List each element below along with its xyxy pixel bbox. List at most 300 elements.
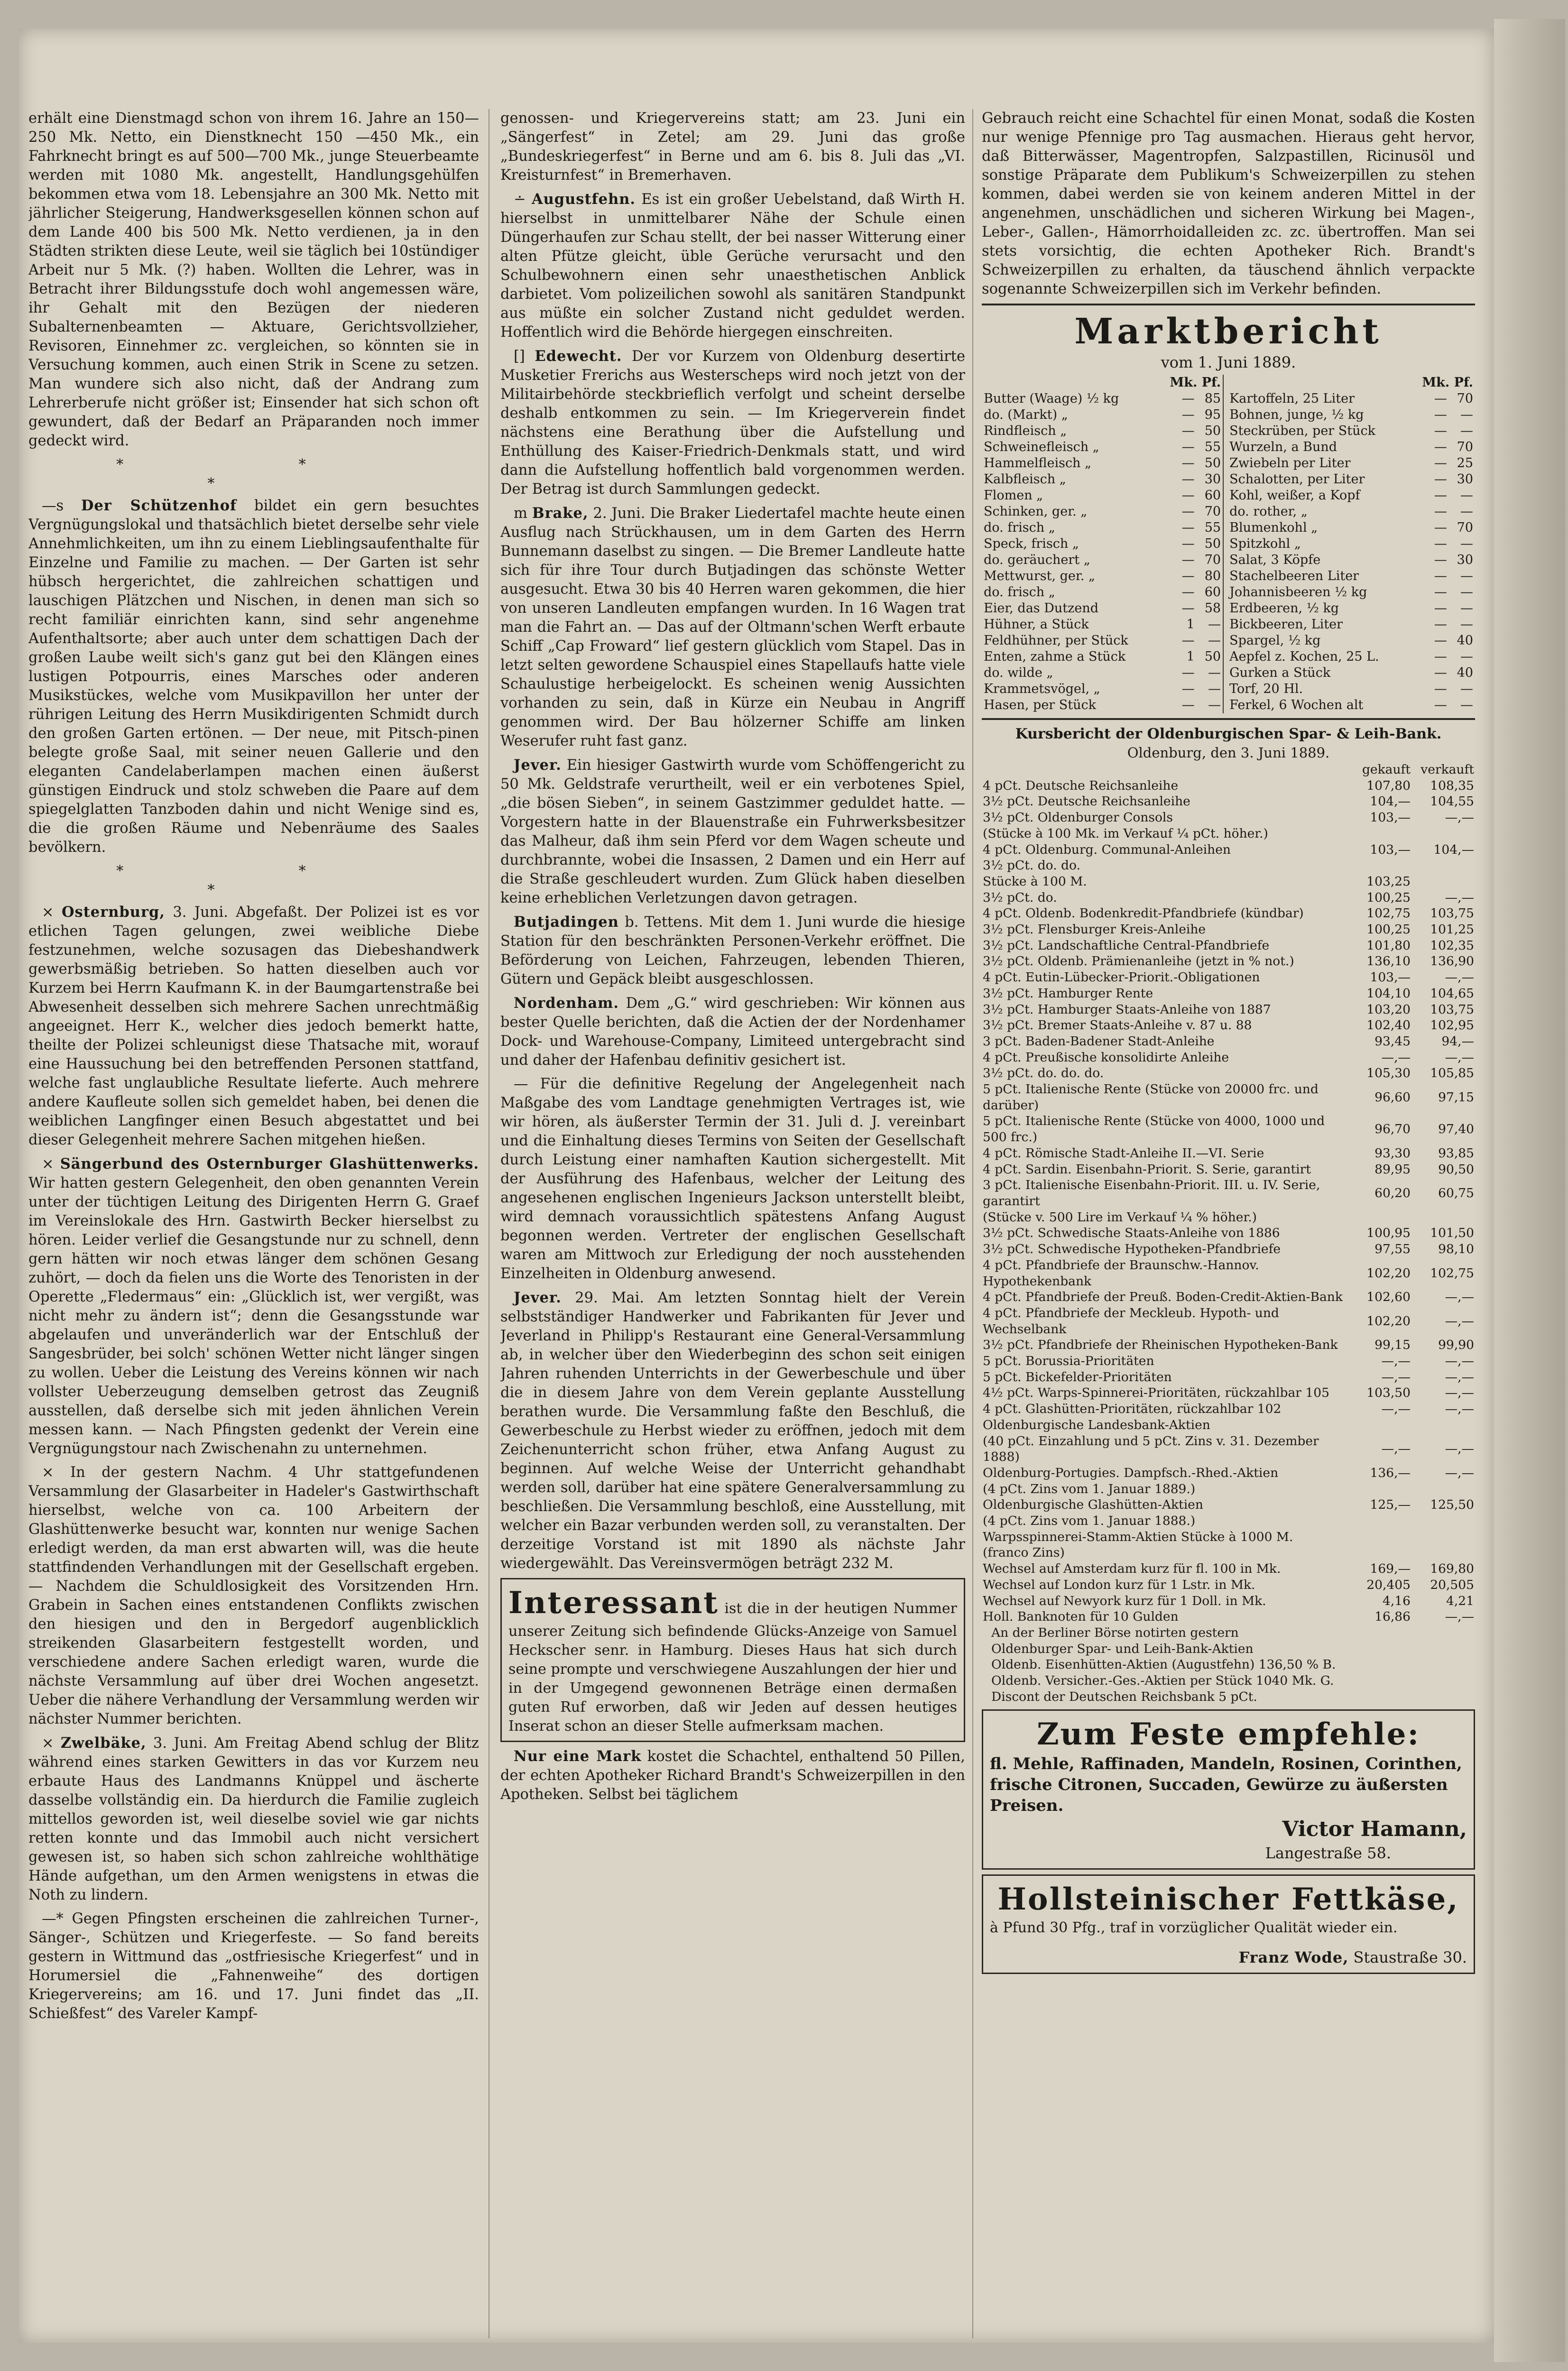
market-row (982, 407, 1475, 423)
kurs-footnotes (982, 1625, 1475, 1705)
kurs-buy: 104,10 (1366, 986, 1411, 1001)
article-body: b. Tettens. Mit dem 1. Juni wurde die hiesige Station für den beschränkten Personen-Verkehr eröffnet. Die Beförderung von Leichen, Fahrzeugen, lebenden Thieren, Gütern und Gepäck bleibt ausgeschlossen. (500, 914, 965, 987)
kurs-row (982, 986, 1475, 1002)
article-body: In der gestern Nachm. 4 Uhr stattgefundenen Versammlung der Glasarbeiter in Hadeler's Gastwirthschaft hierselbst, welche von ca. 100 Arbeitern der Glashüttenwerke besucht war, konnten nur wenige Sachen erledigt werden, da man erst abwarten will, was die heute stattfindenden Verhandlungen mit der Gesellschaft ergeben. — Nachdem die Schuldlosigkeit des Vorsitzenden Hrn. Grabein in Sachen eines entstandenen Conflikts zwischen den hiesigen und den in Bergedorf augenblicklich streikenden Glasarbeitern festgestellt worden, und verschiedene andere Sachen erledigt waren, wurde die nächste Versammlung auf über drei Wochen angesetzt. Ueber die nähere Verhandlung der Versammlung werden wir nächster Nummer berichten. (28, 1464, 479, 1727)
kurs-security: Holl. Banknoten für 10 Gulden (983, 1609, 1179, 1624)
kurs-sell: —,— (1445, 1385, 1474, 1401)
market-pfennig: — (1460, 488, 1473, 503)
kurs-buy: 16,86 (1374, 1609, 1411, 1624)
market-separator (1223, 697, 1227, 713)
market-item: do. (Markt) „ (984, 407, 1068, 422)
kurs-buy: 99,15 (1374, 1338, 1411, 1353)
kurs-security: 4½ pCt. Warps-Spinnerei-Prioritäten, rückzahlbar 105 (983, 1385, 1329, 1401)
kurs-security: (Stücke à 100 Mk. im Verkauf ¼ pCt. höher.) (983, 826, 1268, 841)
market-mark: — (1434, 440, 1447, 454)
column-1 (28, 109, 479, 2338)
kurs-security: 3½ pCt. Landschaftliche Central-Pfandbriefe (983, 938, 1270, 953)
market-mark: — (1434, 407, 1447, 422)
kurs-row (982, 1577, 1475, 1593)
kurs-security: 4 pCt. Preußische konsolidirte Anleihe (983, 1050, 1229, 1065)
market-item: Flomen „ (984, 488, 1043, 503)
kurs-row (982, 1545, 1475, 1561)
article-jever-1 (500, 756, 965, 908)
kurs-row (982, 1162, 1475, 1178)
kurs-security: (franco Zins) (983, 1545, 1065, 1560)
kurs-security: Wechsel auf Newyork kurz für 1 Doll. in Mk. (983, 1593, 1266, 1608)
market-pfennig: 70 (1204, 553, 1221, 567)
article-body: Der vor Kurzem von Oldenburg desertirte Musketier Frerichs aus Westerscheps wird noch jetzt von der Militairbehörde steckbrieflich verfolgt und scheint derselbe deshalb entkommen zu sein. — Im Kriegerverein findet nächstens eine Berathung über die Aufstellung und Enthüllung des Kaiser-Friedrich-Denkmals statt, und wird dann die Aufstellung hoffentlich bald vorgenommen werden. Der Betrag ist durch Sammlungen gedeckt. (500, 348, 965, 498)
market-item: Schweinefleisch „ (984, 440, 1099, 454)
kurs-row (982, 1209, 1475, 1226)
market-mark: — (1181, 407, 1195, 422)
kurs-sell (1411, 858, 1475, 874)
market-separator (1223, 568, 1227, 584)
market-item: do. rother, „ (1229, 504, 1308, 519)
kurs-sell: —,— (1445, 1290, 1474, 1305)
kurs-sell: —,— (1445, 1441, 1474, 1457)
market-pfennig: — (1208, 682, 1221, 696)
kurs-security: 4 pCt. Pfandbriefe der Braunschw.-Hannov. Hypothekenbank (983, 1257, 1259, 1289)
kurs-sell: 90,50 (1438, 1162, 1474, 1177)
market-pfennig: — (1460, 617, 1473, 632)
kurs-row (982, 905, 1475, 922)
kurs-buy: 125,— (1370, 1497, 1411, 1513)
kurs-buy: 169,— (1370, 1561, 1411, 1577)
market-row (982, 520, 1475, 536)
market-pfennig: 40 (1457, 665, 1473, 680)
kurs-sell: 93,85 (1438, 1145, 1474, 1161)
article-feste-cont: genossen- und Kriegervereins statt; am 23. Juni ein „Sängerfest“ in Zetel; am 29. Juni das große „Bundeskriegerfest“ in Berne und am 6. bis 8. Juli das „VI. Kreisturnfest“ in Bremerhaven. (500, 110, 965, 184)
kurs-sell (1411, 1481, 1475, 1497)
article-feste: —* Gegen Pfingsten erscheinen die zahlreichen Turner-, Sänger-, Schützen und Kriegerfeste. — So fand bereits gestern in Wittmund das „ostfriesische Kriegerfest“ und in Horumersiel die „Fahnenweihe“ des dortigen Kriegervereins; am 16. und 17. Juni findet das „II. Schießfest“ des Vareler Kampf- (28, 1910, 479, 2022)
kurs-buy: 100,25 (1366, 922, 1411, 937)
ad-headline: Nur eine Mark (514, 1748, 642, 1765)
ad-headline: Interessant (508, 1585, 719, 1621)
market-separator (1223, 617, 1227, 633)
article-zwelbaeke: × Zwelbäke, 3. Juni. Am Freitag Abend schlug der Blitz während eines starken Gewitters in das vor Kurzem neu erbaute Haus des Landmanns Knüppel und äscherte dasselbe vollständig ein. Da hierdurch die Familie zugleich mittellos geworden ist, weil dieselbe soviel wie gar nichts retten konnte und das Immobil auch nicht versichert gewesen ist, so haben sich schon zahlreiche wohlthätige Hände aufgethan, um den Armen wenigstens in etwas die Noth zu lindern. (28, 1734, 479, 1903)
kurs-row (982, 1337, 1475, 1353)
kurs-security: Warpsspinnerei-Stamm-Aktien Stücke à 1000 M. (983, 1529, 1293, 1544)
market-pfennig: 60 (1204, 488, 1221, 503)
ad-headline: Zum Feste empfehle: (1036, 1716, 1420, 1753)
article-heading: Der Schützenhof (81, 497, 237, 514)
kurs-buy: 93,45 (1374, 1033, 1411, 1049)
article-body: Ein hiesiger Gastwirth wurde vom Schöffengericht zu 50 Mk. Geldstrafe verurtheilt, weil er ein verbotenes Spiel, „die bösen Sieben“, in seinem Gastzimmer geduldet hatte. — Vorgestern hatte in der Blauenstraße ein Fuhrwerksbesitzer das Malheur, daß ihm sein Pferd vor dem Wagen scheute und durchbrannte, wobei die Insassen, 2 Damen und ein Herr auf die Straße geschleudert wurden. Zum Glück haben dieselben keine erheblichen Verletzungen davon getragen. (500, 757, 965, 906)
kurs-security: Oldenburgische Glashütten-Aktien (983, 1497, 1203, 1513)
kurs-sell (1411, 1529, 1475, 1545)
kurs-row (982, 1497, 1475, 1513)
kurs-sell: 108,35 (1430, 778, 1474, 793)
market-pfennig: 70 (1457, 520, 1473, 535)
market-pfennig: 50 (1204, 456, 1221, 471)
kurs-buy: 60,20 (1374, 1186, 1411, 1201)
kurs-sell (1411, 1513, 1475, 1529)
ad-fettkaese (982, 1874, 1475, 1974)
market-item: Gurken a Stück (1229, 665, 1331, 680)
kurs-sell: —,— (1445, 890, 1474, 905)
market-report (982, 310, 1475, 713)
kurs-buy (1348, 826, 1411, 842)
market-item: Salat, 3 Köpfe (1229, 553, 1321, 567)
kurs-row (982, 1385, 1475, 1401)
market-row (982, 697, 1475, 713)
ad-headline: Hollsteinischer Fettkäse, (997, 1882, 1459, 1918)
article-body: Wir hatten gestern Gelegenheit, den oben genannten Verein unter der tüchtigen Leitung des Dirigenten Herrn G. Graef im Vereinslokale des Hrn. Gastwirth Becker hierselbst zu hören. Leider verlief die Gesangstunde nur zu schnell, denn gern hätten wir noch etwas länger dem schönen Gesang zuhört, — doch da fielen uns die Worte des Tenoristen in der Operette „Fledermaus“ ein: „Glücklich ist, wer vergißt, was nicht mehr zu ändern ist“; denn die Gesangsstunde war abgelaufen und unveränderlich war der Entschluß der Sangesbrüder, bei solch' schönen Wetter nicht länger singen zu wollen. Ueber die Leistung des Vereins können wir nach vollster Ueberzeugung demselben getrost das Zeugniß ausstellen, daß derselbe sich mit jeden ähnlichen Verein messen kann. — Nach Pfingsten gedenkt der Verein eine Vergnügungstour nach Zwischenahn zu unternehmen. (28, 1175, 479, 1457)
market-mark: — (1181, 504, 1195, 519)
kurs-security: Wechsel auf Amsterdam kurz für fl. 100 in Mk. (983, 1561, 1281, 1577)
market-item: Krammetsvögel, „ (984, 682, 1100, 696)
market-mark: — (1434, 682, 1447, 696)
kurs-buy: 101,80 (1366, 938, 1411, 953)
article-heading: Jever. (514, 1289, 562, 1306)
market-item: Bickbeeren, Liter (1229, 617, 1343, 632)
kurs-sell: 136,90 (1430, 954, 1474, 969)
ad-zum-feste (982, 1709, 1475, 1870)
market-row (982, 584, 1475, 600)
article-osternburg: × Osternburg, 3. Juni. Abgefaßt. Der Polizei ist es vor etlichen Tagen gelungen, zwei weibliche Diebe festzunehmen, welche sozusagen das Diebeshandwerk gewerbsmäßig betrieben. So hatten dieselben auch vor Kurzem bei Herrn Kaufmann K. in der Baumgartenstraße bei Abwesenheit desselben sich mehrere Sachen unrechtmäßig angeeignet. Herr K., welcher dies jedoch bemerkt hatte, theilte der Polizei schleunigst diese Thatsache mit, worauf eine Haussuchung bei den betreffenden Personen stattfand, welche fast unglaubliche Resultate lieferte. Auch mehrere andere Kaufleute sollen sich gemeldet haben, bei denen die weiblichen Langfinger einen Besuch abgestattet und bei dieser Gelegenheit mehrere Sachen mitgehen hießen. (28, 904, 479, 1148)
market-mark: — (1434, 665, 1447, 680)
market-item: Bohnen, junge, ½ kg (1229, 407, 1364, 422)
market-item: Butter (Waage) ½ kg (984, 391, 1119, 406)
kurs-row (982, 1561, 1475, 1577)
kurs-security: 3½ pCt. Pfandbriefe der Rheinischen Hypotheken-Bank (983, 1338, 1338, 1353)
ad-signature: Franz Wode, (1238, 1948, 1349, 1967)
kurs-sell: —,— (1445, 1313, 1474, 1328)
kurs-security: (Stücke v. 500 Lire im Verkauf ¼ % höher.) (983, 1209, 1257, 1225)
kurs-row (982, 922, 1475, 938)
market-mark: — (1434, 585, 1447, 600)
market-pfennig: — (1460, 407, 1473, 422)
market-item: Schalotten, per Liter (1229, 472, 1365, 487)
kurs-security: (4 pCt. Zins vom 1. Januar 1888.) (983, 1513, 1196, 1529)
kurs-buy: 107,80 (1366, 778, 1411, 793)
kurs-buy: 103,20 (1366, 1002, 1411, 1017)
market-pfennig: — (1460, 682, 1473, 696)
kurs-row (982, 1225, 1475, 1241)
kurs-row (982, 1513, 1475, 1529)
kurs-buy: —,— (1381, 1441, 1411, 1457)
market-pfennig: 58 (1204, 601, 1221, 616)
kurs-sell: 102,75 (1430, 1265, 1474, 1281)
market-item: Ferkel, 6 Wochen alt (1229, 698, 1364, 712)
market-separator (1223, 504, 1227, 520)
kurs-security: 4 pCt. Eutin-Lübecker-Priorit.-Obligationen (983, 970, 1260, 985)
kurs-buy: 103,50 (1366, 1385, 1411, 1401)
market-pfennig: 40 (1457, 633, 1473, 648)
market-mark: — (1181, 520, 1195, 535)
market-mark: — (1181, 585, 1195, 600)
market-row (982, 568, 1475, 584)
market-separator (1223, 633, 1227, 649)
market-pfennig: 95 (1204, 407, 1221, 422)
kurs-row (982, 1465, 1475, 1481)
kurs-security: 3 pCt. Italienische Eisenbahn-Priorit. III. u. IV. Serie, garantirt (983, 1178, 1320, 1209)
article-heading: Sängerbund des Osternburger Glashüttenwerks. (60, 1155, 479, 1172)
kurs-security: Wechsel auf London kurz für 1 Lstr. in Mk. (983, 1577, 1255, 1592)
kurs-sell (1411, 826, 1475, 842)
kurs-buy (1348, 1417, 1411, 1433)
market-mark: — (1181, 424, 1195, 438)
kurs-footnote: Oldenb. Eisenhütten-Aktien (Augustfehn) 136,50 % B. (991, 1657, 1336, 1672)
market-pfennig: 70 (1457, 440, 1473, 454)
market-pfennig: — (1208, 665, 1221, 680)
kurs-security: 3½ pCt. Schwedische Hypotheken-Pfandbriefe (983, 1242, 1281, 1257)
kurs-subtitle: Oldenburg, den 3. Juni 1889. (1127, 745, 1330, 761)
market-item: Hasen, per Stück (984, 698, 1097, 712)
kurs-security: (4 pCt. Zins vom 1. Januar 1889.) (983, 1481, 1196, 1496)
market-separator (1223, 600, 1227, 617)
article-heading: Osternburg, (61, 904, 165, 921)
kurs-buy: 89,95 (1374, 1162, 1411, 1177)
kurs-buy: 103,— (1370, 970, 1411, 985)
market-row (982, 439, 1475, 455)
kurs-sell: 105,85 (1430, 1066, 1474, 1081)
kurs-buy: 102,75 (1366, 906, 1411, 921)
market-pfennig: — (1460, 569, 1473, 583)
article-glasarbeiter: × In der gestern Nachm. 4 Uhr stattgefundenen Versammlung der Glasarbeiter in Hadeler's Gastwirthschaft hierselbst, welche von ca. 100 Arbeitern der Glashüttenwerke besucht war, konnten nur wenige Sachen erledigt werden, da man erst abwarten will, was die heute stattfindenden Verhandlungen mit der Gesellschaft ergeben. — Nachdem die Schuldlosigkeit des Vorsitzenden Hrn. Grabein in Sachen eines entstandenen Conflikts zwischen den hiesigen und den in Bergedorf augenblicklich streikenden Glasarbeitern festgestellt worden, und verschiedene andere Sachen erledigt waren, wurde die nächste Versammlung auf über drei Wochen angesetzt. Ueber die nähere Verhandlung der Versammlung werden wir nächster Nummer berichten. (28, 1464, 479, 1727)
market-pfennig: 70 (1204, 504, 1221, 519)
kurs-row (982, 1609, 1475, 1625)
market-mark: — (1181, 440, 1195, 454)
kurs-buy: —,— (1381, 1369, 1411, 1384)
column-2 (500, 109, 965, 2338)
kurs-security: (40 pCt. Einzahlung und 5 pCt. Zins v. 31. Dezember 1888) (983, 1433, 1319, 1465)
kurs-row (982, 1002, 1475, 1018)
kurs-security: 3½ pCt. do. do. (983, 858, 1080, 873)
market-pfennig: — (1208, 698, 1221, 712)
kurs-row (982, 1065, 1475, 1081)
market-item: do. geräuchert „ (984, 553, 1090, 567)
kurs-buy: 102,20 (1366, 1313, 1411, 1328)
ad-address: Staustraße 30. (1353, 1948, 1467, 1967)
kurs-security: 3½ pCt. Deutsche Reichsanleihe (983, 794, 1190, 809)
market-mark: — (1434, 617, 1447, 632)
column-rule-2 (972, 109, 973, 2338)
ad-body: kostet die Schachtel, enthaltend 50 Pillen, der echten Apotheker Richard Brandt's Schweizerpillen in den Apotheken. Selbst bei täglichem (500, 1748, 965, 1803)
kurs-buy (1348, 1545, 1411, 1561)
kurs-row (982, 793, 1475, 810)
kurs-row (982, 1289, 1475, 1305)
kurs-buy: 20,405 (1366, 1577, 1411, 1592)
kurs-buy: 96,70 (1374, 1122, 1411, 1137)
market-pfennig: — (1460, 424, 1473, 438)
market-separator (1223, 665, 1227, 681)
market-mark: — (1434, 633, 1447, 648)
market-item: do. frisch „ (984, 585, 1055, 600)
kurs-row (982, 1433, 1475, 1465)
market-mark: — (1434, 472, 1447, 487)
kurs-security: 3½ pCt. do. do. do. (983, 1066, 1104, 1081)
market-mark: — (1434, 536, 1447, 551)
kurs-row (982, 1177, 1475, 1209)
market-mark: — (1181, 536, 1195, 551)
kurs-row (982, 1305, 1475, 1337)
market-mark: — (1181, 682, 1195, 696)
market-separator (1223, 552, 1227, 568)
market-title: Marktbericht (1074, 311, 1383, 352)
market-mark: — (1434, 504, 1447, 519)
market-item: Speck, frisch „ (984, 536, 1079, 551)
kurs-row (982, 890, 1475, 906)
kurs-buy: 103,25 (1366, 874, 1411, 889)
ad-body: à Pfund 30 Pfg., traf in vorzüglicher Qualität wieder ein. (990, 1919, 1398, 1937)
market-row (982, 455, 1475, 471)
kurs-sell: 97,40 (1438, 1122, 1474, 1137)
market-item: Erdbeeren, ½ kg (1229, 601, 1339, 616)
kurs-row (982, 1417, 1475, 1433)
market-item: Schinken, ger. „ (984, 504, 1088, 519)
kurs-table (982, 762, 1475, 1625)
kurs-security: 4 pCt. Oldenburg. Communal-Anleihen (983, 842, 1231, 857)
kurs-row (982, 1081, 1475, 1113)
ad-brandt-pillen (500, 1747, 965, 1804)
market-mark: — (1434, 520, 1447, 535)
market-pfennig: 50 (1204, 424, 1221, 438)
article-heading: Brake, (532, 505, 589, 522)
kurs-sell: 102,95 (1430, 1018, 1474, 1033)
market-pfennig: 30 (1457, 472, 1473, 487)
kurs-security: 3½ pCt. Oldenburger Consols (983, 810, 1173, 825)
kurs-sell (1411, 1417, 1475, 1433)
article-body: 3. Juni. Am Freitag Abend schlug der Blitz während eines starken Gewitters in das vor Kurzem neu erbaute Haus des Landmanns Knüppel und äscherte dasselbe vollständig ein. Da hierdurch die Familie zugleich mittellos geworden ist, weil dieselbe soviel wie gar nichts retten konnte und das Immobil auch nicht versichert gewesen ist, so haben sich schon zahlreiche wohlthätige Hände aufgethan, um den Armen wenigstens in etwas die Noth zu lindern. (28, 1735, 479, 1903)
kurs-sell: 103,75 (1430, 1002, 1474, 1017)
article-heading: Jever. (514, 757, 562, 774)
market-pfennig: — (1460, 698, 1473, 712)
kurs-header-buy: gekauft (1362, 762, 1411, 777)
kurs-security: 3½ pCt. Bremer Staats-Anleihe v. 87 u. 88 (983, 1018, 1252, 1033)
kurs-buy: 102,60 (1366, 1290, 1411, 1305)
market-pfennig: — (1460, 649, 1473, 664)
article-edewecht: [] Edewecht. Der vor Kurzem von Oldenburg desertirte Musketier Frerichs aus Westerscheps wird noch jetzt von der Militairbehörde steckbrieflich verfolgt und scheint derselbe deshalb entkommen zu sein. — Im Kriegerverein findet nächstens eine Berathung über die Aufstellung und Enthüllung des Kaiser-Friedrich-Denkmals statt, und wird dann die Aufstellung hoffentlich bald vorgenommen werden. Der Betrag ist durch Sammlungen gedeckt. (500, 348, 965, 498)
kurs-footnote: Oldenburger Spar- und Leih-Bank-Aktien (991, 1641, 1254, 1656)
kurs-buy (1348, 1481, 1411, 1497)
ad-interessant (500, 1578, 965, 1742)
market-mark: — (1434, 456, 1447, 471)
kurs-sell: 97,15 (1438, 1089, 1474, 1105)
kurs-row (982, 810, 1475, 826)
market-row (982, 600, 1475, 617)
kurs-row (982, 1145, 1475, 1162)
market-item: Kartoffeln, 25 Liter (1229, 391, 1355, 406)
kurs-row (982, 842, 1475, 858)
market-item: Blumenkohl „ (1229, 520, 1318, 535)
market-item: Feldhühner, per Stück (984, 633, 1128, 648)
kurs-row (982, 858, 1475, 874)
kurs-sell: —,— (1445, 1465, 1474, 1480)
ad-signature: Victor Hamann, (1282, 1817, 1467, 1842)
kurs-sell: 104,55 (1430, 794, 1474, 809)
kurs-row (982, 1257, 1475, 1289)
kurs-row (982, 874, 1475, 890)
article-brandt-cont: Gebrauch reicht eine Schachtel für einen Monat, sodaß die Kosten nur wenige Pfennige pro Tag ausmachen. Hieraus geht hervor, daß Bitterwässer, Magentropfen, Salzpastillen, Ricinusöl und sonstige Präparate dem Publikum's Schweizerpillen zu stehen kommen, dabei werden sie von keinem anderen Mittel in der angenehmen, unschädlichen und sicheren Wirkung bei Magen-, Leber-, Gallen-, Hämorrhoidalleiden zc. zc. übertroffen. Man sei stets vorsichtig, die echten Apotheker Rich. Brandt's Schweizerpillen zu erhalten, da täuschend ähnlich verpackte sogenannte Schweizerpillen sich im Verkehr befinden. (982, 110, 1475, 297)
kurs-security: 3½ pCt. Flensburger Kreis-Anleihe (983, 922, 1206, 937)
kurs-buy: 103,— (1370, 810, 1411, 825)
article-body: 3. Juni. Abgefaßt. Der Polizei ist es vor etlichen Tagen gelungen, zwei weibliche Diebe festzunehmen, welche sozusagen das Diebeshandwerk gewerbsmäßig betrieben. So hatten dieselben auch vor Kurzem bei Herrn Kaufmann K. in der Baumgartenstraße bei Abwesenheit desselben sich mehrere Sachen unrechtmäßig angeeignet. Herr K., welcher dies jedoch bemerkt hatte, theilte der Polizei schleunigst diese Thatsache mit, worauf eine Haussuchung bei den betreffenden Personen stattfand, welche fast unglaubliche Resultate lieferte. Auch mehrere andere Kaufleute sollen sich gemeldet haben, bei denen die weiblichen Langfinger einen Besuch abgestattet und bei dieser Gelegenheit mehrere Sachen mitgehen hießen. (28, 904, 479, 1148)
kurs-security: Oldenburg-Portugies. Dampfsch.-Rhed.-Aktien (983, 1465, 1279, 1480)
market-item: Hammelfleisch „ (984, 456, 1092, 471)
kurs-buy: 136,10 (1366, 954, 1411, 969)
kurs-buy: 102,40 (1366, 1018, 1411, 1033)
kurs-sell: —,— (1445, 1050, 1474, 1065)
kurs-row (982, 1017, 1475, 1033)
market-separator (1223, 423, 1227, 439)
kurs-sell: 101,25 (1430, 922, 1474, 937)
article-body: 29. Mai. Am letzten Sonntag hielt der Verein selbstständiger Handwerker und Fabrikanten für Jever und Jeverland in Philipp's Restaurant eine General-Versammlung ab, in welcher über den Wiederbeginn des schon seit einigen Jahren ruhenden Unterrichts in der Gewerbeschule und über die in diesem Jahre von dem Verein geplante Ausstellung berathen wurde. Die Versammlung faßte den Beschluß, die Gewerbeschule zu Herbst wieder zu eröffnen, jedoch mit dem Zeichenunterricht schon früher, etwa Anfang August zu beginnen. Auf welche Weise der Unterricht gehandhabt werden soll, darüber hat eine spätere Generalversammlung zu beschließen. Die Versammlung beschloß, eine Ausstellung, mit welcher ein Bazar verbunden werden soll, zu veranstalten. Der derzeitige Vorstand ist mit 1890 als nächste Jahr wiedergewählt. Das Vereinsvermögen beträgt 232 M. (500, 1290, 965, 1572)
kurs-buy: 96,60 (1374, 1089, 1411, 1105)
kurs-buy: 100,25 (1366, 890, 1411, 905)
kurs-security: 4 pCt. Deutsche Reichsanleihe (983, 778, 1179, 793)
article-heading: Edewecht. (535, 348, 622, 365)
kurs-security: 4 pCt. Oldenb. Bodenkredit-Pfandbriefe (kündbar) (983, 906, 1304, 921)
kurs-buy (1348, 1513, 1411, 1529)
separator-stars: * * * (116, 456, 391, 492)
market-item: Steckrüben, per Stück (1229, 424, 1375, 438)
market-mark: — (1434, 649, 1447, 664)
kurs-sell (1411, 1209, 1475, 1226)
kurs-sell: 60,75 (1438, 1186, 1474, 1201)
divider (982, 304, 1475, 305)
kurs-row (982, 1033, 1475, 1050)
market-pfennig: — (1208, 617, 1221, 632)
article-saengerbund: × Sängerbund des Osternburger Glashüttenwerks. Wir hatten gestern Gelegenheit, den oben genannten Verein unter der tüchtigen Leitung des Dirigenten Herrn G. Graef im Vereinslokale des Hrn. Gastwirth Becker hierselbst zu hören. Leider verlief die Gesangstunde nur zu schnell, denn gern hätten wir noch etwas länger dem schönen Gesang zuhört, — doch da fielen uns die Worte des Tenoristen in der Operette „Fledermaus“ ein: „Glücklich ist, wer vergißt, was nicht mehr zu ändern ist“; denn die Gesangsstunde war abgelaufen und unveränderlich war der Entschluß der Sangesbrüder, bei solch' schönen Wetter nicht länger singen zu wollen. Ueber die Leistung des Vereins können wir nach vollster Ueberzeugung demselben getrost das Zeugniß ausstellen, daß derselbe sich mit jeden ähnlichen Verein messen kann. — Nach Pfingsten gedenkt der Verein eine Vergnügungstour nach Zwischenahn zu unternehmen. (28, 1155, 479, 1457)
market-pfennig: — (1208, 633, 1221, 648)
kurs-sell: 169,80 (1430, 1561, 1474, 1577)
ad-address: Langestraße 58. (1265, 1844, 1391, 1863)
market-row (982, 488, 1475, 504)
market-item: Enten, zahme a Stück (984, 649, 1126, 664)
kurs-row (982, 1593, 1475, 1609)
kurs-row (982, 1529, 1475, 1545)
kurs-sell: 102,35 (1430, 938, 1474, 953)
market-pfennig: 60 (1204, 585, 1221, 600)
ad-lead: ist die in der heutigen Nummer unserer Zeitung sich befindende (508, 1600, 957, 1640)
kurs-security: 4 pCt. Sardin. Eisenbahn-Priorit. S. Serie, garantirt (983, 1162, 1311, 1177)
market-mark: — (1181, 601, 1195, 616)
market-item: Rindfleisch „ (984, 424, 1067, 438)
market-row (982, 681, 1475, 697)
kurs-buy: 105,30 (1366, 1066, 1411, 1081)
market-mark: — (1181, 488, 1195, 503)
market-item: Eier, das Dutzend (984, 601, 1099, 616)
market-pfennig: 30 (1204, 472, 1221, 487)
article-heading: Zwelbäke, (60, 1734, 147, 1752)
kurs-security: 3½ pCt. Hamburger Staats-Anleihe von 1887 (983, 1002, 1271, 1017)
ad-body: fl. Mehle, Raffinaden, Mandeln, Rosinen, Corinthen, frische Citronen, Succaden, Gewürze zu äußersten Preisen. (990, 1754, 1462, 1816)
kurs-sell (1411, 874, 1475, 890)
market-separator (1223, 407, 1227, 423)
kurs-buy: 100,95 (1366, 1226, 1411, 1241)
market-pfennig: 30 (1457, 553, 1473, 567)
market-separator (1223, 584, 1227, 600)
market-unit-left: Mk. Pf. (1170, 375, 1221, 390)
kurs-security: 5 pCt. Borussia-Prioritäten (983, 1354, 1154, 1369)
kurs-security: 4 pCt. Römische Stadt-Anleihe II.—VI. Serie (983, 1145, 1264, 1161)
market-mark: — (1434, 601, 1447, 616)
article-heading: Augustfehn. (531, 191, 636, 208)
market-row (982, 504, 1475, 520)
kurs-buy (1348, 858, 1411, 874)
article-brake: m Brake, 2. Juni. Die Braker Liedertafel machte heute einen Ausflug nach Strückhausen, um in dem Garten des Herrn Bunnemann daselbst zu singen. — Die Bremer Landleute hatte sich für ihre Tour durch Butjadingen das schönste Wetter ausgesucht. Etwa 30 bis 40 Herren waren gekommen, die hier von unseren Landleuten empfangen wurden. In 16 Wagen trat man die Fahrt an. — Das auf der Oltmann'schen Werft erbaute Schiff „Cap Froward“ lief gestern glücklich vom Stapel. Das in letzt selten gewordene Schauspiel eines Stapellaufs hatte viele Schaulustige herbeigelockt. Es scheinen wenig Aussichten vorhanden zu sein, daß in Kürze ein Neubau in Angriff genommen wird. Der Bau hölzerner Schiffe am linken Weserufer ruht fast ganz. (500, 505, 965, 749)
kurs-sell (1411, 1545, 1475, 1561)
market-item: Kohl, weißer, a Kopf (1229, 488, 1360, 503)
market-pfennig: 70 (1457, 391, 1473, 406)
market-separator (1223, 471, 1227, 488)
kurs-buy: 4,16 (1382, 1593, 1411, 1608)
market-pfennig: 85 (1204, 391, 1221, 406)
market-item: Hühner, a Stück (984, 617, 1089, 632)
market-item: Wurzeln, a Bund (1229, 440, 1337, 454)
market-mark: — (1181, 472, 1195, 487)
